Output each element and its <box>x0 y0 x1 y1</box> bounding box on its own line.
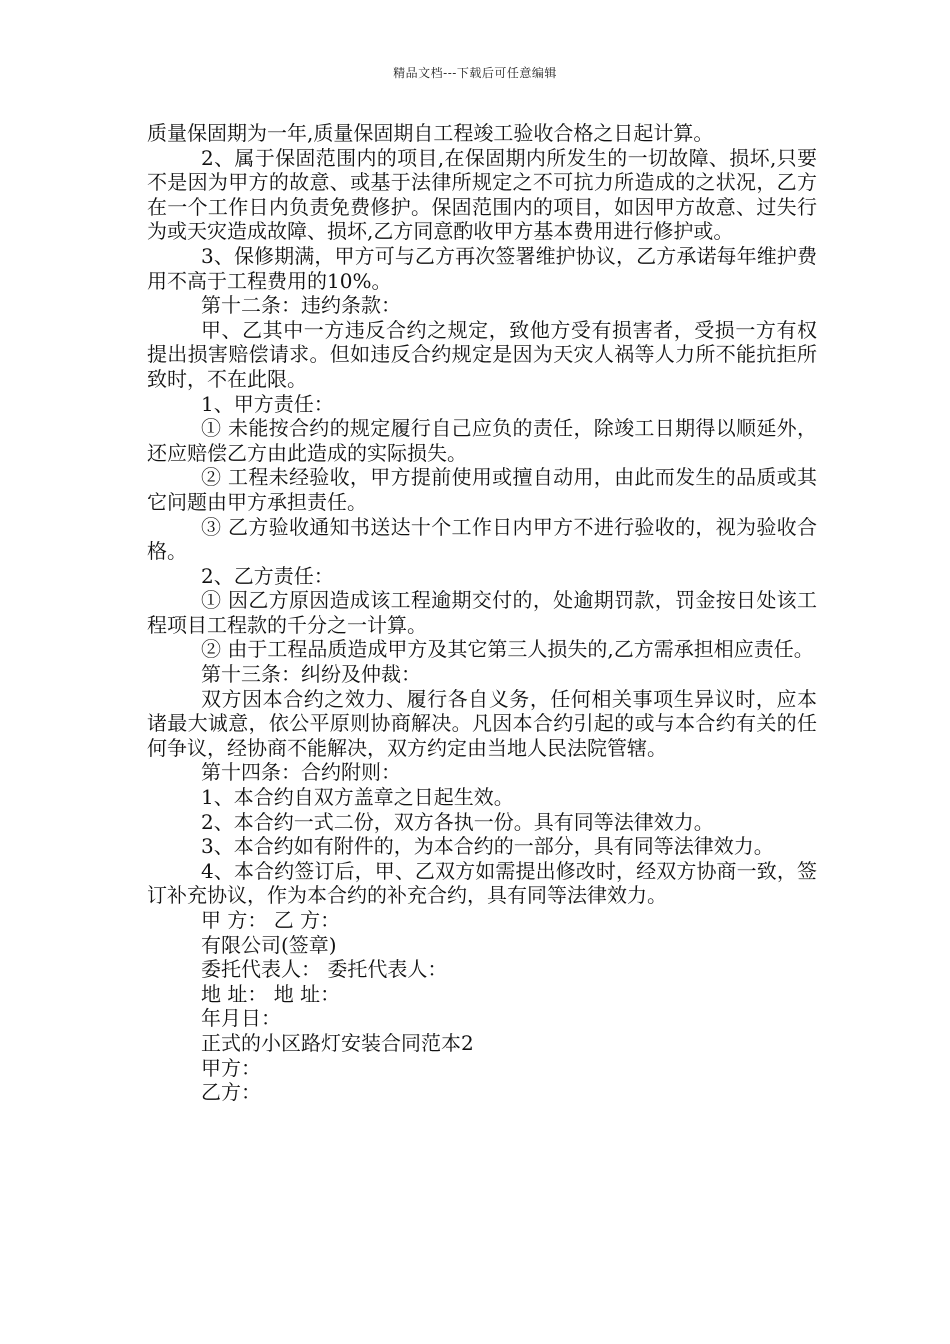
next-document-title: 正式的小区路灯安装合同范本2 <box>201 1030 474 1055</box>
article-12-heading: 第十二条：违约条款： <box>201 293 401 318</box>
signature-parties: 甲 方： 乙 方： <box>201 908 341 932</box>
paragraph-14: 双方因本合约之效力、履行各自义务，任何相关事项生异议时，应本诸最大诚意，依公平原则协商解决。凡因本合约引起的或与本合约有关的任何争议，经协商不能解决，双方约定由当地人民法院管辖。 <box>147 686 817 760</box>
article-14-heading: 第十四条：合约附则： <box>201 760 401 785</box>
signature-representatives: 委托代表人： 委托代表人： <box>201 957 448 982</box>
clause-1: 1、本合约自双方盖章之日起生效。 <box>201 785 514 810</box>
party-b-label: 乙方： <box>201 1080 261 1105</box>
clause-2: 2、本合约一式二份，双方各执一份。具有同等法律效力。 <box>201 809 714 834</box>
party-a-item-3: ③ 乙方验收通知书送达十个工作日内甲方不进行验收的，视为验收合格。 <box>147 514 817 564</box>
party-a-item-2: ② 工程未经验收，甲方提前使用或擅自动用，由此而发生的品质或其它问题由甲方承担责任。 <box>147 465 817 514</box>
clause-4: 4、本合约签订后，甲、乙双方如需提出修改时，经双方协商一致，签订补充协议，作为本合约的补充合约，具有同等法律效力。 <box>147 858 817 908</box>
signature-addresses: 地 址： 地 址： <box>201 981 341 1006</box>
paragraph-3: 3、保修期满，甲方可与乙方再次签署维护协议，乙方承诺每年维护费用不高于工程费用的10%。 <box>147 243 817 293</box>
paragraph-2: 2、属于保固范围内的项目,在保固期内所发生的一切故障、损坏,只要不是因为甲方的故意、或基于法律所规定之不可抗力所造成的之状况，乙方在一个工作日内负责免费修护。保固范围内的项目，如因甲方故意、过失行为或天灾造成故障、损坏,乙方同意酌收甲方基本费用进行修护或。 <box>147 145 817 244</box>
page-header: 精品文档---下载后可任意编辑 <box>393 66 557 80</box>
party-b-item-1: ① 因乙方原因造成该工程逾期交付的，处逾期罚款，罚金按日处该工程项目工程款的千分之一计算。 <box>147 588 817 637</box>
article-13-heading: 第十三条：纠纷及仲裁： <box>201 662 421 687</box>
signature-company: 有限公司(签章) <box>201 932 337 957</box>
paragraph-1: 质量保固期为一年,质量保固期自工程竣工验收合格之日起计算。 <box>147 121 714 145</box>
signature-date: 年月日： <box>201 1006 281 1031</box>
party-a-label: 甲方： <box>201 1055 261 1080</box>
party-b-item-2: ② 由于工程品质造成甲方及其它第三人损失的,乙方需承担相应责任。 <box>201 637 814 662</box>
clause-3: 3、本合约如有附件的，为本合约的一部分，具有同等法律效力。 <box>201 834 774 859</box>
paragraph-5: 甲、乙其中一方违反合约之规定，致他方受有损害者，受损一方有权提出损害赔偿请求。但如违反合约规定是因为天灾人祸等人力所不能抗拒所致时，不在此限。 <box>147 317 817 391</box>
party-b-responsibility-heading: 2、乙方责任： <box>201 563 334 588</box>
document-body <box>147 121 817 1105</box>
party-a-item-1: ① 未能按合约的规定履行自己应负的责任，除竣工日期得以顺延外，还应赔偿乙方由此造成的实际损失。 <box>147 416 817 465</box>
party-a-responsibility-heading: 1、甲方责任： <box>201 391 334 416</box>
